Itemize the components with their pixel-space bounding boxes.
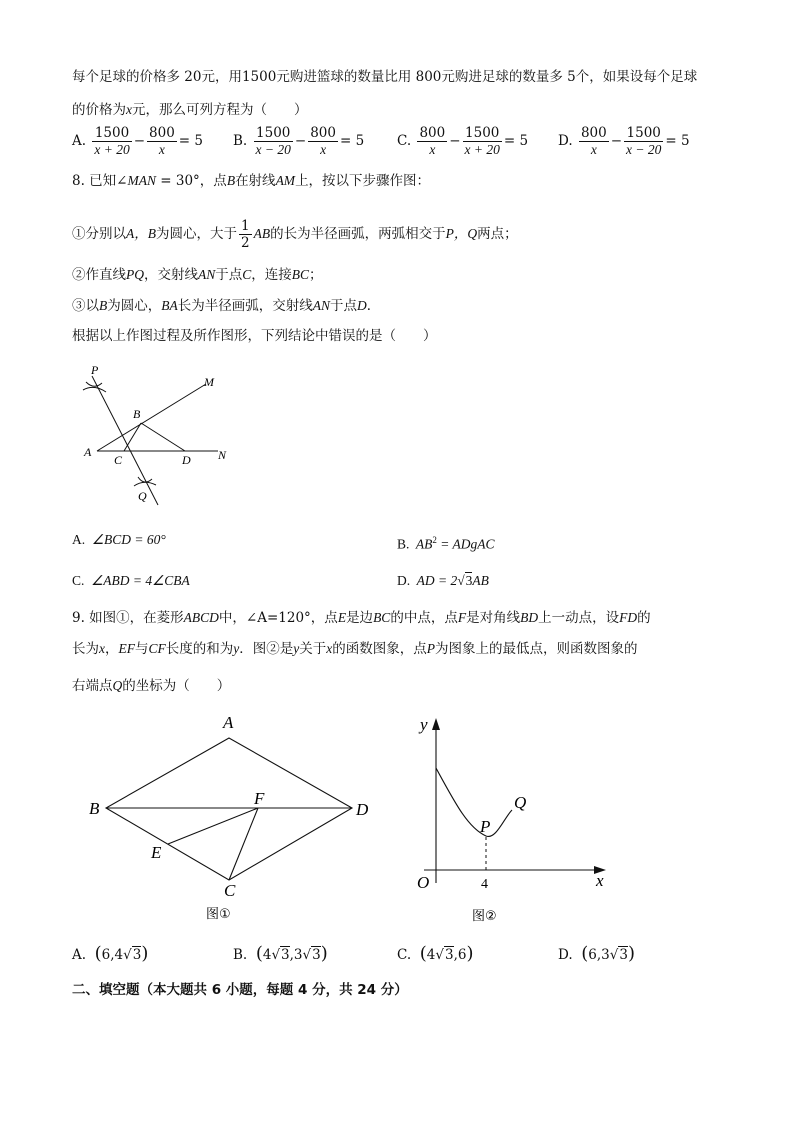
function-curve-main: [436, 768, 512, 836]
segment-bd: [141, 423, 185, 451]
label-b: B: [133, 407, 141, 421]
q9-line2: 长为x，EF与CF长度的和为y．图②是y关于x的函数图象，点P为图象上的最低点，则函数图象的: [72, 641, 638, 657]
line-pq: [92, 376, 158, 505]
q9-line1: 9. 如图①，在菱形ABCD中，∠A=120°，点E是边BC的中点，点F是对角线BD上一动点，设FD的: [72, 610, 651, 626]
q7-line2: 的价格为x元，那么可列方程为（ ）: [72, 102, 308, 118]
label-o: O: [417, 873, 430, 892]
rhombus-abcd: [106, 738, 352, 880]
label-a: A: [84, 445, 92, 459]
label-c: C: [114, 453, 123, 467]
q9-option-d[interactable]: D. (6,3√3): [558, 943, 635, 964]
q8-step3: ③以B为圆心，BA长为半径画弧，交射线AN于点D．: [72, 298, 381, 314]
label-q: Q: [514, 793, 527, 812]
label-a: A: [223, 713, 234, 732]
segment-ef: [168, 808, 258, 844]
q8-step1: ①分别以A，B为圆心，大于 $\frac{1}{2}$ AB的长为半径画弧，两弧相交于P，Q两点；: [72, 218, 518, 251]
label-p: P: [480, 817, 491, 836]
arc-p2: [86, 382, 102, 386]
q8-stem: 8. 已知∠MAN = 30°，点B在射线AM上，按以下步骤作图：: [72, 173, 431, 189]
label-x: x: [596, 871, 604, 890]
q8-figure: [78, 362, 238, 510]
q7-line1: 每个足球的价格多 20元，用1500元购进篮球的数量比用 800元购进足球的数量多 5个，如果设每个足球: [72, 69, 698, 85]
label-e: E: [151, 843, 162, 862]
q8-option-c[interactable]: C. ∠ABD = 4∠CBA: [72, 573, 190, 588]
arc-p: [83, 387, 106, 392]
label-n: N: [218, 448, 227, 462]
segment-cf: [229, 808, 258, 880]
q8-step2: ②作直线PQ，交射线AN于点C，连接BC；: [72, 267, 323, 283]
label-c: C: [224, 881, 236, 900]
q8-question: 根据以上作图过程及所作图形，下列结论中错误的是（ ）: [72, 328, 437, 344]
tick-4: 4: [481, 877, 488, 892]
q8-option-b[interactable]: B. $AB^2$ = ADgAC: [397, 535, 495, 552]
label-m: M: [204, 375, 214, 389]
caption-fig2: 图②: [472, 909, 497, 924]
q7-option-a[interactable]: A. $\frac{1500}{x + 20}$ − $\frac{800}{x}$ = 5: [72, 125, 203, 157]
arc-q: [134, 482, 156, 486]
segment-bc: [124, 423, 141, 451]
q9-option-a[interactable]: A. (6,4√3): [72, 943, 149, 964]
section-2-heading: 二、填空题（本大题共 6 小题，每题 4 分，共 24 分）: [72, 982, 408, 998]
q9-line3: 右端点Q的坐标为（ ）: [72, 678, 231, 694]
q9-figure-2: [410, 708, 620, 928]
q7-option-c[interactable]: C. $\frac{800}{x}$ − $\frac{1500}{x + 20}$ = 5: [397, 125, 529, 157]
label-b: B: [89, 799, 100, 818]
q9-option-c[interactable]: C. (4√3,6): [397, 943, 474, 964]
label-f: F: [254, 789, 265, 808]
q8-option-a[interactable]: A. ∠BCD = 60°: [72, 532, 166, 547]
label-q: Q: [138, 489, 147, 503]
label-p: P: [91, 363, 99, 377]
q7-option-d[interactable]: D. $\frac{800}{x}$ − $\frac{1500}{x - 20}$ = 5: [558, 125, 690, 157]
label-y: y: [420, 715, 428, 734]
q8-option-d[interactable]: D. AD = 2√3AB: [397, 573, 489, 588]
label-d: D: [356, 800, 369, 819]
q7-option-b[interactable]: B. $\frac{1500}{x - 20}$ − $\frac{800}{x}$ = 5: [233, 125, 365, 157]
label-d: D: [182, 453, 191, 467]
q9-figure-1: [84, 708, 384, 928]
y-arrow: [432, 718, 440, 730]
q9-option-b[interactable]: B. (4√3,3√3): [233, 943, 328, 964]
caption-fig1: 图①: [206, 907, 231, 922]
